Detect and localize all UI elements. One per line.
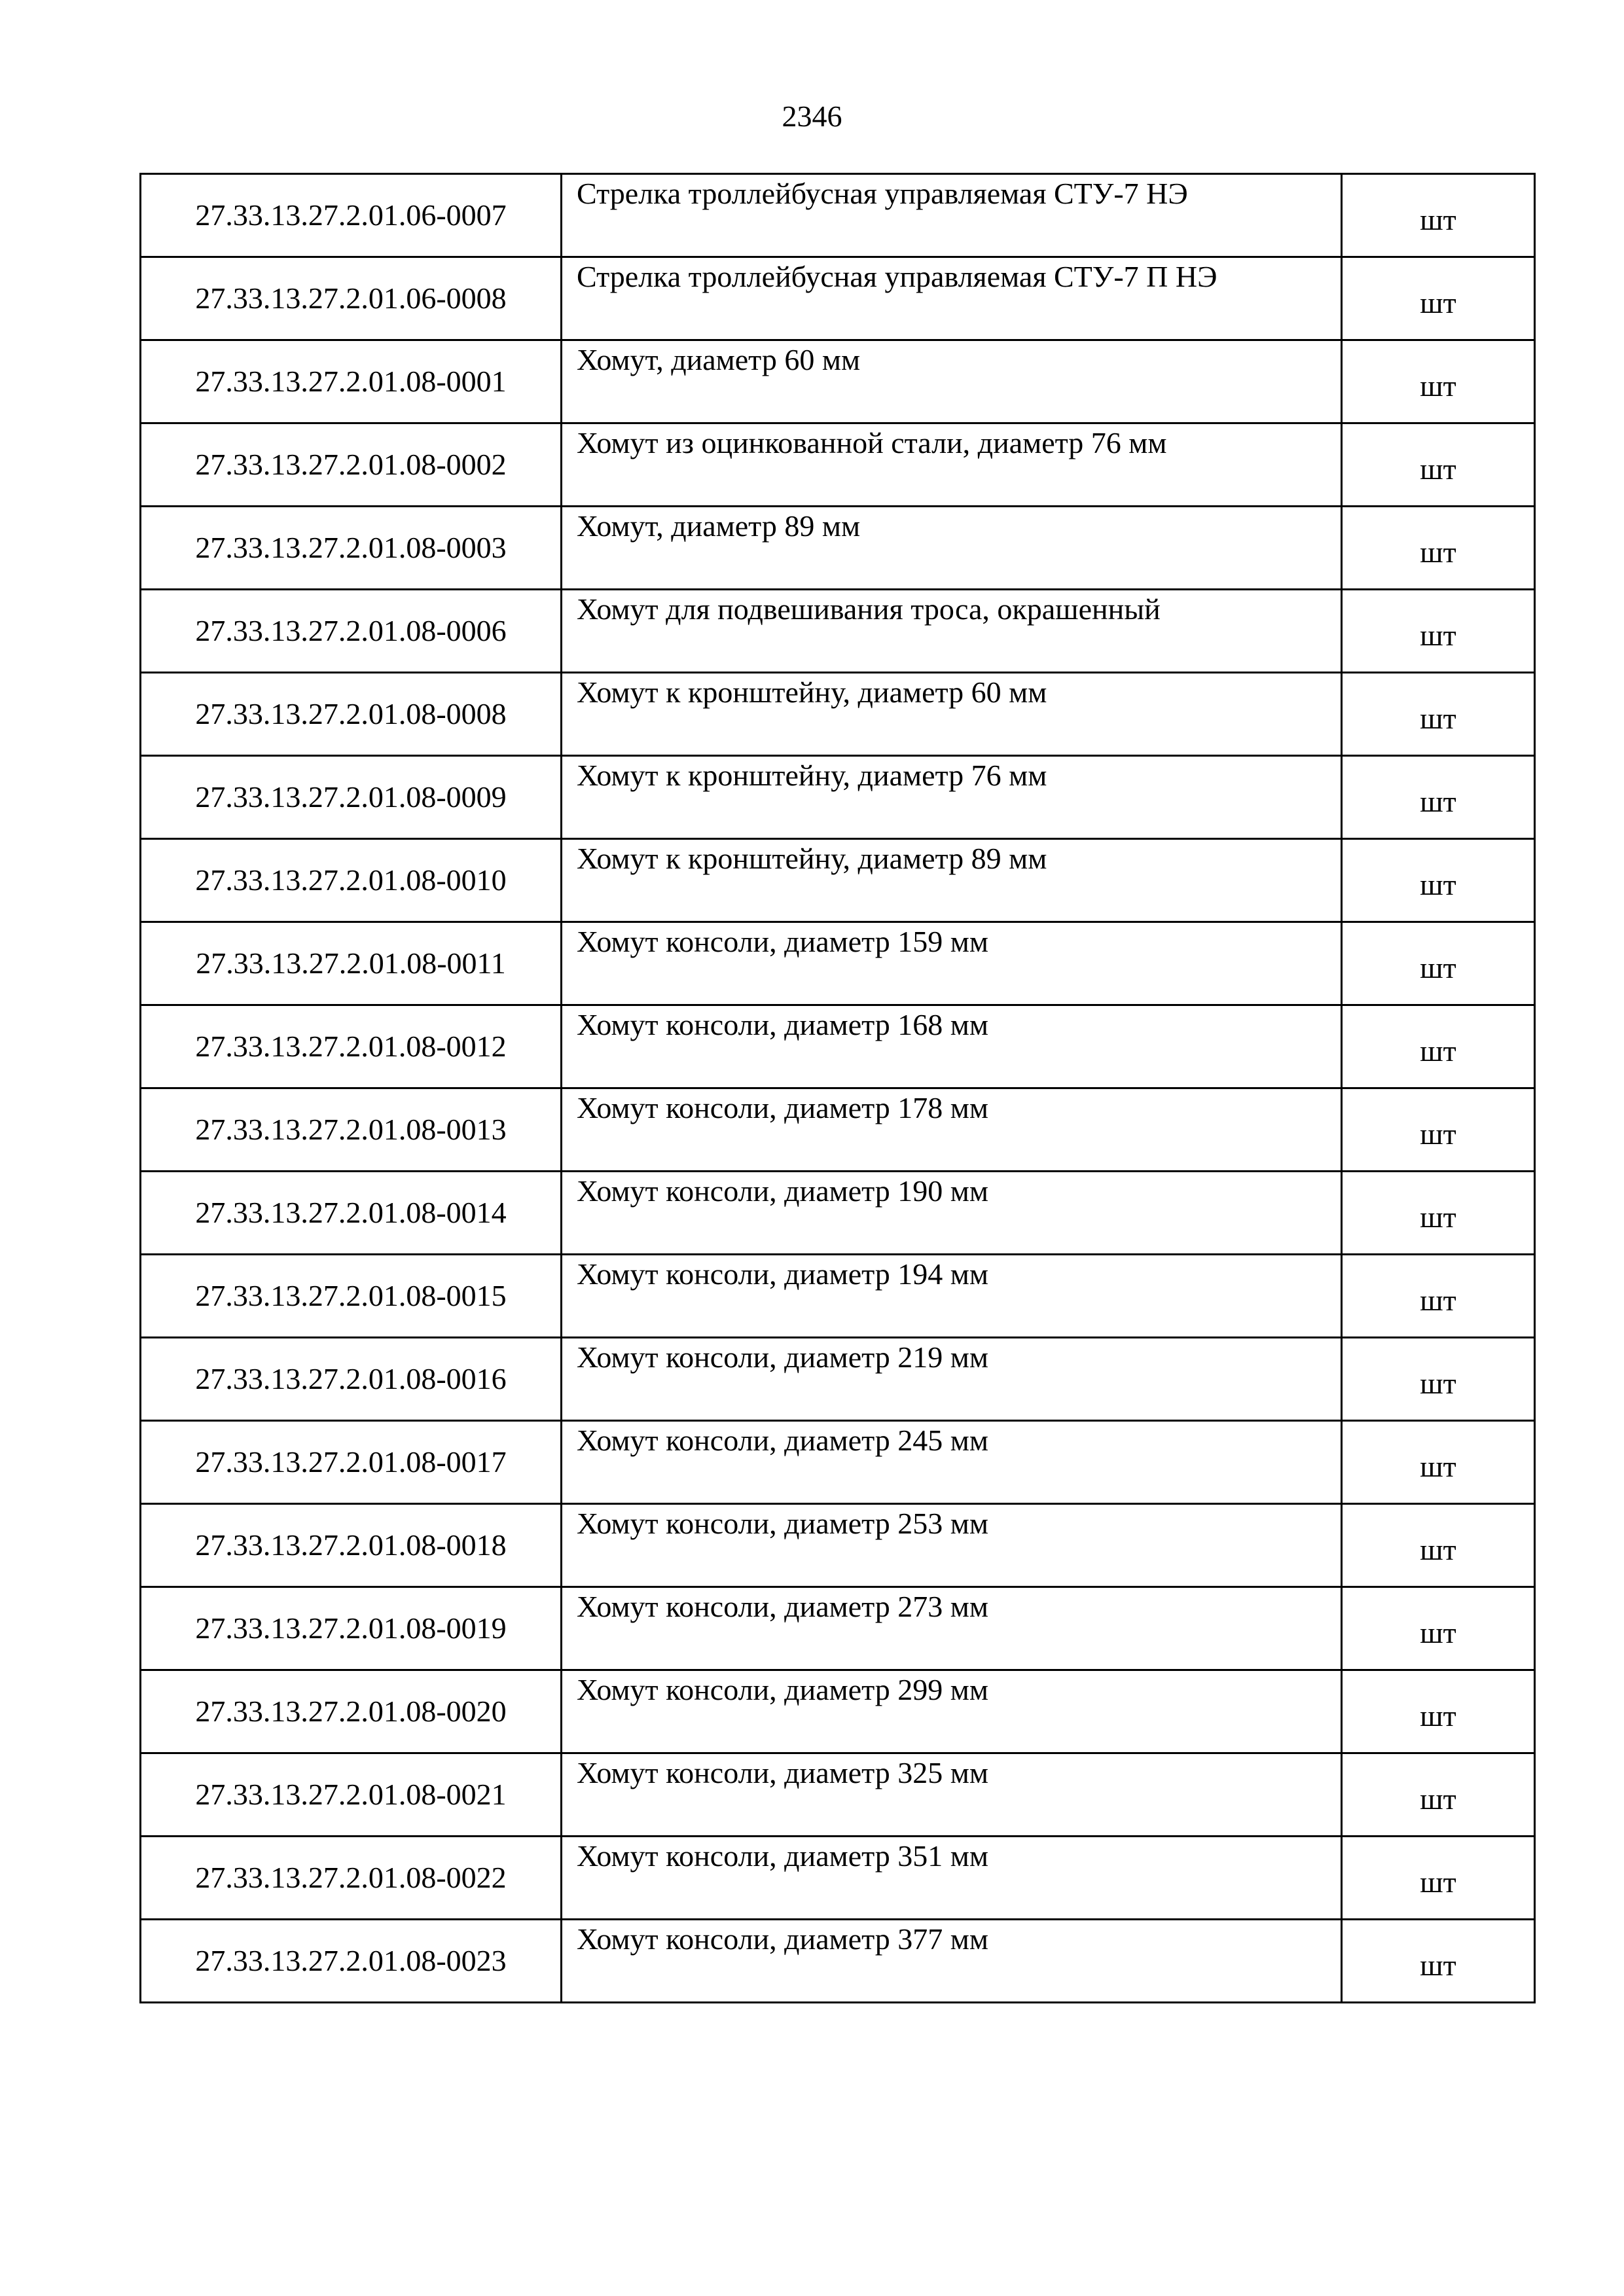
unit-cell: шт	[1342, 1504, 1535, 1587]
unit-cell: шт	[1342, 340, 1535, 423]
resource-name-cell: Хомут консоли, диаметр 219 мм	[562, 1338, 1342, 1421]
table-row	[141, 257, 1535, 340]
resource-code-cell: 27.33.13.27.2.01.08-0022	[141, 1837, 562, 1920]
resource-name-cell: Хомут консоли, диаметр 194 мм	[562, 1255, 1342, 1338]
resource-name-cell: Хомут, диаметр 89 мм	[562, 507, 1342, 590]
unit-cell: шт	[1342, 1172, 1535, 1255]
resource-code-cell: 27.33.13.27.2.01.06-0007	[141, 174, 562, 257]
table-row	[141, 1421, 1535, 1504]
resource-name-cell: Хомут консоли, диаметр 299 мм	[562, 1670, 1342, 1753]
resource-name-cell: Хомут консоли, диаметр 351 мм	[562, 1837, 1342, 1920]
unit-cell: шт	[1342, 1255, 1535, 1338]
unit-cell: шт	[1342, 1920, 1535, 2003]
resource-code-cell: 27.33.13.27.2.01.08-0015	[141, 1255, 562, 1338]
resource-name-cell: Хомут консоли, диаметр 168 мм	[562, 1005, 1342, 1088]
unit-cell: шт	[1342, 673, 1535, 756]
unit-cell: шт	[1342, 756, 1535, 839]
resource-code-cell: 27.33.13.27.2.01.06-0008	[141, 257, 562, 340]
table-row	[141, 1338, 1535, 1421]
table-row	[141, 1753, 1535, 1837]
table-row	[141, 922, 1535, 1005]
resource-code-cell: 27.33.13.27.2.01.08-0011	[141, 922, 562, 1005]
table-row	[141, 174, 1535, 257]
resource-code-cell: 27.33.13.27.2.01.08-0002	[141, 423, 562, 507]
table-row	[141, 1172, 1535, 1255]
unit-cell: шт	[1342, 590, 1535, 673]
table-row	[141, 1504, 1535, 1587]
unit-cell: шт	[1342, 1338, 1535, 1421]
resource-code-cell: 27.33.13.27.2.01.08-0016	[141, 1338, 562, 1421]
resource-name-cell: Хомут к кронштейну, диаметр 89 мм	[562, 839, 1342, 922]
resource-name-cell: Стрелка троллейбусная управляемая СТУ-7 П НЭ	[562, 257, 1342, 340]
resource-code-cell: 27.33.13.27.2.01.08-0008	[141, 673, 562, 756]
unit-cell: шт	[1342, 839, 1535, 922]
unit-cell: шт	[1342, 257, 1535, 340]
unit-cell: шт	[1342, 1088, 1535, 1172]
table-row	[141, 1920, 1535, 2003]
resource-code-cell: 27.33.13.27.2.01.08-0017	[141, 1421, 562, 1504]
resource-code-cell: 27.33.13.27.2.01.08-0019	[141, 1587, 562, 1670]
unit-cell: шт	[1342, 1421, 1535, 1504]
table-row	[141, 673, 1535, 756]
resource-name-cell: Хомут консоли, диаметр 245 мм	[562, 1421, 1342, 1504]
table-body	[141, 174, 1535, 2003]
page-number: 2346	[782, 99, 842, 133]
table-row	[141, 839, 1535, 922]
resource-name-cell: Стрелка троллейбусная управляемая СТУ-7 НЭ	[562, 174, 1342, 257]
resource-code-cell: 27.33.13.27.2.01.08-0020	[141, 1670, 562, 1753]
table-row	[141, 1587, 1535, 1670]
table-row	[141, 1088, 1535, 1172]
unit-cell: шт	[1342, 507, 1535, 590]
resource-code-cell: 27.33.13.27.2.01.08-0021	[141, 1753, 562, 1837]
table-row	[141, 590, 1535, 673]
resource-code-cell: 27.33.13.27.2.01.08-0023	[141, 1920, 562, 2003]
resource-code-cell: 27.33.13.27.2.01.08-0003	[141, 507, 562, 590]
unit-cell: шт	[1342, 1670, 1535, 1753]
resource-name-cell: Хомут, диаметр 60 мм	[562, 340, 1342, 423]
resource-name-cell: Хомут консоли, диаметр 377 мм	[562, 1920, 1342, 2003]
unit-cell: шт	[1342, 1753, 1535, 1837]
resource-name-cell: Хомут из оцинкованной стали, диаметр 76 мм	[562, 423, 1342, 507]
resource-code-cell: 27.33.13.27.2.01.08-0006	[141, 590, 562, 673]
resource-name-cell: Хомут к кронштейну, диаметр 60 мм	[562, 673, 1342, 756]
table-row	[141, 1837, 1535, 1920]
resource-code-cell: 27.33.13.27.2.01.08-0010	[141, 839, 562, 922]
unit-cell: шт	[1342, 1005, 1535, 1088]
resource-name-cell: Хомут для подвешивания троса, окрашенный	[562, 590, 1342, 673]
table-row	[141, 1670, 1535, 1753]
resource-table	[139, 173, 1536, 2003]
unit-cell: шт	[1342, 1837, 1535, 1920]
resource-code-cell: 27.33.13.27.2.01.08-0014	[141, 1172, 562, 1255]
table-row	[141, 1005, 1535, 1088]
resource-name-cell: Хомут к кронштейну, диаметр 76 мм	[562, 756, 1342, 839]
resource-name-cell: Хомут консоли, диаметр 273 мм	[562, 1587, 1342, 1670]
resource-code-cell: 27.33.13.27.2.01.08-0009	[141, 756, 562, 839]
resource-name-cell: Хомут консоли, диаметр 190 мм	[562, 1172, 1342, 1255]
table-row	[141, 423, 1535, 507]
table-row	[141, 340, 1535, 423]
resource-code-cell: 27.33.13.27.2.01.08-0012	[141, 1005, 562, 1088]
table-row	[141, 507, 1535, 590]
unit-cell: шт	[1342, 423, 1535, 507]
resource-name-cell: Хомут консоли, диаметр 325 мм	[562, 1753, 1342, 1837]
unit-cell: шт	[1342, 922, 1535, 1005]
table-row	[141, 1255, 1535, 1338]
resource-name-cell: Хомут консоли, диаметр 178 мм	[562, 1088, 1342, 1172]
resource-name-cell: Хомут консоли, диаметр 159 мм	[562, 922, 1342, 1005]
table-row	[141, 756, 1535, 839]
unit-cell: шт	[1342, 1587, 1535, 1670]
resource-name-cell: Хомут консоли, диаметр 253 мм	[562, 1504, 1342, 1587]
resource-code-cell: 27.33.13.27.2.01.08-0001	[141, 340, 562, 423]
resource-code-cell: 27.33.13.27.2.01.08-0018	[141, 1504, 562, 1587]
unit-cell: шт	[1342, 174, 1535, 257]
resource-code-cell: 27.33.13.27.2.01.08-0013	[141, 1088, 562, 1172]
